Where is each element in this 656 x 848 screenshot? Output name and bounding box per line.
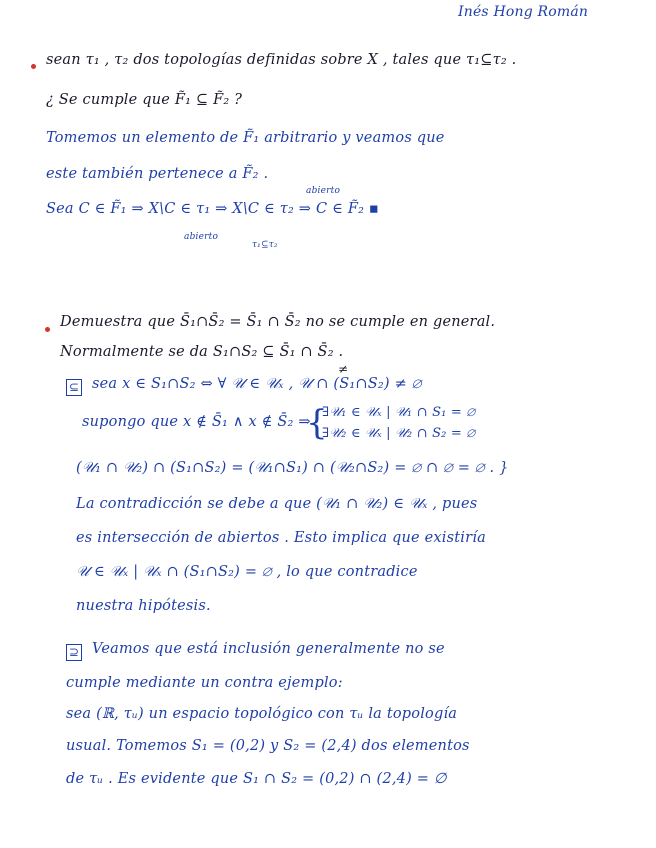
problem2-counter-line1: Veamos que está inclusión generalmente no se (92, 641, 445, 657)
superset-box-label: ⊇ (66, 644, 82, 661)
case-u2: ∃𝒰₂ ∈ 𝒰ₓ | 𝒰₂ ∩ S₂ = ∅ (322, 426, 476, 441)
problem1-text-line2: este también pertenece a F̃₂ . (46, 166, 269, 182)
problem2-counter-line2: cumple mediante un contra ejemplo: (66, 675, 343, 691)
problem2-statement: Demuestra que S̄₁∩S̄₂ = S̄₁ ∩ S̄₂ no se cumple en general. (60, 314, 496, 330)
problem2-intersection-calc: (𝒰₁ ∩ 𝒰₂) ∩ (S₁∩S₂) = (𝒰₁∩S₁) ∩ (𝒰₂∩S₂) = ∅ ∩ ∅ = ∅ . } (76, 460, 509, 476)
problem2-counter-line3: sea (ℝ, τᵤ) un espacio topológico con τᵤ la topología (66, 706, 458, 722)
problem1-implication-chain: Sea C ∈ F̃₁ ⇒ X\C ∈ τ₁ ⇒ X\C ∈ τ₂ ⇒ C ∈ F̃₂ ▪ (46, 201, 379, 217)
case-u1: ∃𝒰₁ ∈ 𝒰ₓ | 𝒰₁ ∩ S₁ = ∅ (322, 405, 476, 420)
annotation-abierto-bottom: abierto (184, 232, 219, 242)
problem1-question: ¿ Se cumple que F̃₁ ⊆ F̃₂ ? (46, 92, 243, 108)
problem2-normally: Normalmente se da S₁∩S₂ ⊆ S̄₁ ∩ S̄₂ . (60, 344, 344, 360)
problem1-statement: sean τ₁ , τ₂ dos topologías definidas sobre X , tales que τ₁⊆τ₂ . (46, 52, 517, 68)
annotation-tau-inclusion: τ₁⊆τ₂ (252, 240, 278, 250)
problem2-contradiction-line3: 𝒰 ∈ 𝒰ₓ | 𝒰ₓ ∩ (S₁∩S₂) = ∅ , lo que contradice (76, 564, 418, 580)
problem2-closure-def: sea x ∈ S₁∩S₂ ⇔ ∀ 𝒰 ∈ 𝒰ₓ , 𝒰 ∩ (S₁∩S₂) ≠ ∅ (92, 376, 422, 392)
cases-brace: { (306, 403, 328, 443)
annotation-abierto-top: abierto (306, 186, 341, 196)
problem2-contradiction-line4: nuestra hipótesis. (76, 598, 211, 614)
bullet-problem-1 (31, 64, 36, 69)
subset-box-label: ⊆ (66, 379, 82, 396)
problem2-contradiction-line1: La contradicción se debe a que (𝒰₁ ∩ 𝒰₂) ∈ 𝒰ₓ , pues (76, 496, 478, 512)
problem1-text-line1: Tomemos un elemento de F̃₁ arbitrario y veamos que (46, 130, 445, 146)
bullet-problem-2 (45, 327, 50, 332)
problem2-counter-line5: de τᵤ . Es evidente que S₁ ∩ S₂ = (0,2) ∩ (2,4) = ∅ (66, 771, 447, 787)
problem2-suppose: supongo que x ∉ S̄₁ ∧ x ∉ S̄₂ ⇒ (82, 414, 311, 430)
not-equal-mark: ≠ (338, 362, 349, 376)
author-name: Inés Hong Román (458, 4, 589, 20)
problem2-contradiction-line2: es intersección de abiertos . Esto implica que existiría (76, 530, 486, 546)
problem2-counter-line4: usual. Tomemos S₁ = (0,2) y S₂ = (2,4) dos elementos (66, 738, 470, 754)
